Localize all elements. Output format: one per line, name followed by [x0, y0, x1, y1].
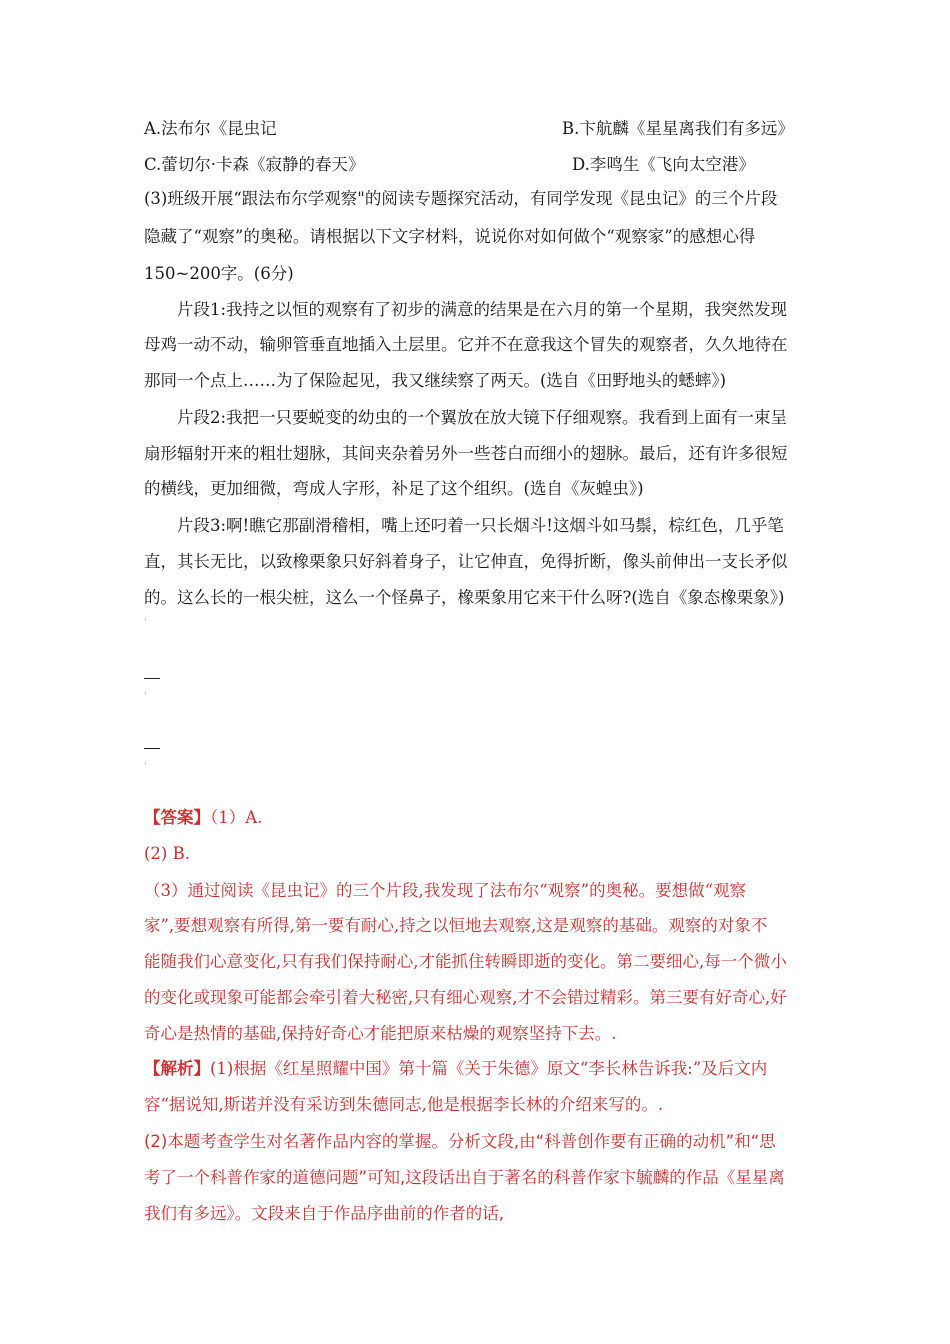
- answer3-line-4: 的变化或现象可能都会牵引着大秘密,只有细心观察,才不会错过精彩。第三要有好奇心,好: [144, 988, 787, 1007]
- answer3-line-3: 能随我们心意变化,只有我们保持耐心,才能抓住转瞬即逝的变化。第二要细心,每一个微小: [144, 952, 787, 971]
- paragraph-mark: ': [144, 762, 147, 772]
- answer-1: （1）A.: [210, 808, 263, 827]
- answer3-line-1: （3）通过阅读《昆虫记》的三个片段,我发现了法布尔“观察”的奥秘。要想做“观察: [144, 881, 747, 900]
- option-a: A.法布尔《昆虫记: [144, 119, 277, 138]
- fragment3-line-3: 的。这么长的一根尖桩，这么一个怪鼻子，橡栗象用它来干什么呀?(选自《象态橡栗象》): [144, 588, 785, 607]
- option-c: C.蕾切尔·卡森《寂静的春天》: [144, 155, 365, 174]
- question3-line-1: (3)班级开展“跟法布尔学观察"的阅读专题探究活动，有同学发现《昆虫记》的三个片段: [144, 189, 778, 208]
- fragment1-line-2: 母鸡一动不动，输卵管垂直地插入土层里。它并不在意我这个冒失的观察者，久久地待在: [144, 335, 788, 354]
- options-row-1: [144, 117, 794, 141]
- analysis-line-1: [144, 1057, 767, 1081]
- paragraph-mark: ': [144, 618, 147, 628]
- answer-blank-line-2: [144, 748, 160, 749]
- options-row-2: [144, 153, 755, 177]
- analysis-label: 【解析】: [144, 1059, 210, 1078]
- fragment1-line-1: 片段1:我持之以恒的观察有了初步的满意的结果是在六月的第一个星期，我突然发现: [177, 300, 788, 319]
- fragment1-line-3: 那同一个点上……为了保险起见，我又继续察了两天。(选自《田野地头的蟋蟀》): [144, 371, 727, 390]
- analysis2-line-2: 考了一个科普作家的道德问题”可知,这段话出自于著名的科普作家卞毓麟的作品《星星离: [144, 1168, 785, 1187]
- answer-line-1: [144, 806, 262, 830]
- fragment3-line-1: 片段3:啊!瞧它那副滑稽相，嘴上还叼着一只长烟斗!这烟斗如马鬃，棕红色，几乎笔: [177, 516, 784, 535]
- analysis-line-2: 容“据说知,斯诺并没有采访到朱德同志,他是根据李长林的介绍来写的。.: [144, 1095, 664, 1114]
- answer-2: (2) B.: [144, 844, 190, 863]
- fragment2-line-2: 扇形辐射开来的粗壮翅脉，其间夹杂着另外一些苍白而细小的翅脉。最后，还有许多很短: [144, 444, 788, 463]
- fragment3-line-2: 直，其长无比，以致橡栗象只好斜着身子，让它伸直，免得折断，像头前伸出一支长矛似: [144, 552, 788, 571]
- option-d: D.李鸣生《飞向太空港》: [572, 155, 755, 174]
- fragment2-line-3: 的横线，更加细微，弯成人字形，补足了这个组织。(选自《灰蝗虫》): [144, 479, 644, 498]
- question3-line-2: 隐藏了“观察”的奥秘。请根据以下文字材料，说说你对如何做个“观察家”的感想心得: [144, 227, 756, 246]
- fragment2-line-1: 片段2:我把一只要蜕变的幼虫的一个翼放在放大镜下仔细观察。我看到上面有一束呈: [177, 408, 788, 427]
- question3-line-3: 150~200字。(6分): [144, 264, 294, 283]
- analysis2-line-1: (2)本题考查学生对名著作品内容的掌握。分析文段,由“科普创作要有正确的动机”和“思: [144, 1132, 776, 1151]
- answer-label: 【答案】: [144, 808, 210, 827]
- answer-blank-line-1: [144, 678, 160, 679]
- answer3-line-2: 家”,要想观察有所得,第一要有耐心,持之以恒地去观察,这是观察的基础。观察的对象不: [144, 916, 768, 935]
- analysis-p1-first: (1)根据《红星照耀中国》第十篇《关于朱德》原文“李长林告诉我:”及后文内: [210, 1059, 768, 1078]
- option-b: B.卞航麟《星星离我们有多远》: [562, 119, 794, 138]
- answer3-line-5: 奇心是热情的基础,保持好奇心才能把原来枯燥的观察坚持下去。.: [144, 1024, 617, 1043]
- analysis2-line-3: 我们有多远》。文段来自于作品序曲前的作者的话,: [144, 1204, 504, 1223]
- paragraph-mark: ': [144, 692, 147, 702]
